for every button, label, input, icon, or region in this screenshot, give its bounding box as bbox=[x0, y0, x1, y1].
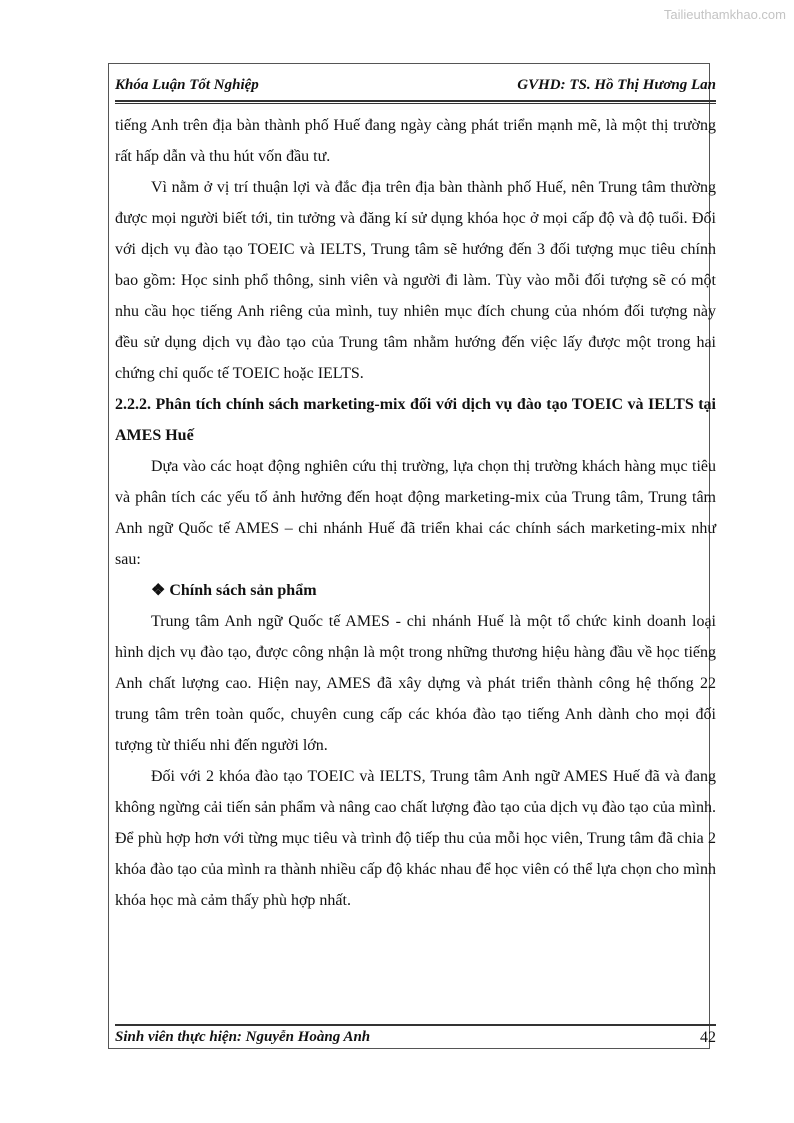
header-thesis-title: Khóa Luận Tốt Nghiệp bbox=[115, 77, 259, 93]
subheading-product-policy bbox=[115, 575, 716, 606]
paragraph-target-audience: Vì nằm ở vị trí thuận lợi và đắc địa trên địa bàn thành phố Huế, nên Trung tâm thường được mọi người biết tới, tin tưởng và đăng kí sử dụng khóa học ở mọi cấp độ và độ tuổi. Đối với dịch vụ đào tạo TOEIC và IELTS, Trung tâm sẽ hướng đến 3 đối tượng mục tiêu chính bao gồm: Học sinh phổ thông, sinh viên và người đi làm. Tùy vào mỗi đối tượng sẽ có một nhu cầu học tiếng Anh riêng của mình, tuy nhiên mục đích chung của nhóm đối tượng này đều sử dụng dịch vụ đào tạo của Trung tâm nhằm hướng đến việc lấy được một trong hai chứng chỉ quốc tế TOEIC hoặc IELTS. bbox=[115, 179, 716, 382]
page-number: 42 bbox=[700, 1029, 716, 1046]
paragraph-course-levels: Đối với 2 khóa đào tạo TOEIC và IELTS, Trung tâm Anh ngữ AMES Huế đã và đang không ngừng cải tiến sản phẩm và nâng cao chất lượng đào tạo của dịch vụ đào tạo của mình. Để phù hợp hơn với từng mục tiêu và trình độ tiếp thu của mỗi học viên, Trung tâm đã chia 2 khóa đào tạo của mình ra thành nhiều cấp độ khác nhau để học viên có thể lựa chọn cho mình khóa học mà cảm thấy phù hợp nhất. bbox=[115, 768, 716, 909]
paragraph-intro-marketing-mix: Dựa vào các hoạt động nghiên cứu thị trường, lựa chọn thị trường khách hàng mục tiêu và phân tích các yếu tố ảnh hưởng đến hoạt động marketing-mix của Trung tâm, Trung tâm Anh ngữ Quốc tế AMES – chi nhánh Huế đã triển khai các chính sách marketing-mix như sau: bbox=[115, 458, 716, 568]
header-divider bbox=[115, 100, 716, 102]
footer-divider bbox=[115, 1024, 716, 1026]
watermark: Tailieuthamkhao.com bbox=[663, 7, 786, 22]
header-divider-thin bbox=[115, 103, 716, 104]
footer-student: Sinh viên thực hiện: Nguyễn Hoàng Anh bbox=[115, 1029, 371, 1045]
subheading-label: Chính sách sản phẩm bbox=[169, 582, 317, 599]
page-footer bbox=[115, 1029, 716, 1051]
paragraph-ames-overview: Trung tâm Anh ngữ Quốc tế AMES - chi nhánh Huế là một tổ chức kinh doanh loại hình dịch vụ đào tạo, được công nhận là một trong những thương hiệu hàng đầu về học tiếng Anh chất lượng cao. Hiện nay, AMES đã xây dựng và phát triển thành công hệ thống 22 trung tâm trên toàn quốc, chuyên cung cấp các khóa đào tạo tiếng Anh dành cho mọi đối tượng từ thiếu nhi đến người lớn. bbox=[115, 613, 716, 754]
paragraph-continued: tiếng Anh trên địa bàn thành phố Huế đang ngày càng phát triển mạnh mẽ, là một thị trường rất hấp dẫn và thu hút vốn đầu tư. bbox=[115, 117, 716, 165]
diamond-bullet-icon: ❖ bbox=[151, 582, 166, 599]
page-header bbox=[115, 77, 716, 99]
section-heading: 2.2.2. Phân tích chính sách marketing-mix đối với dịch vụ đào tạo TOEIC và IELTS tại AMES Huế bbox=[115, 396, 716, 444]
page-body bbox=[115, 110, 716, 916]
header-supervisor: GVHD: TS. Hồ Thị Hương Lan bbox=[517, 77, 716, 93]
